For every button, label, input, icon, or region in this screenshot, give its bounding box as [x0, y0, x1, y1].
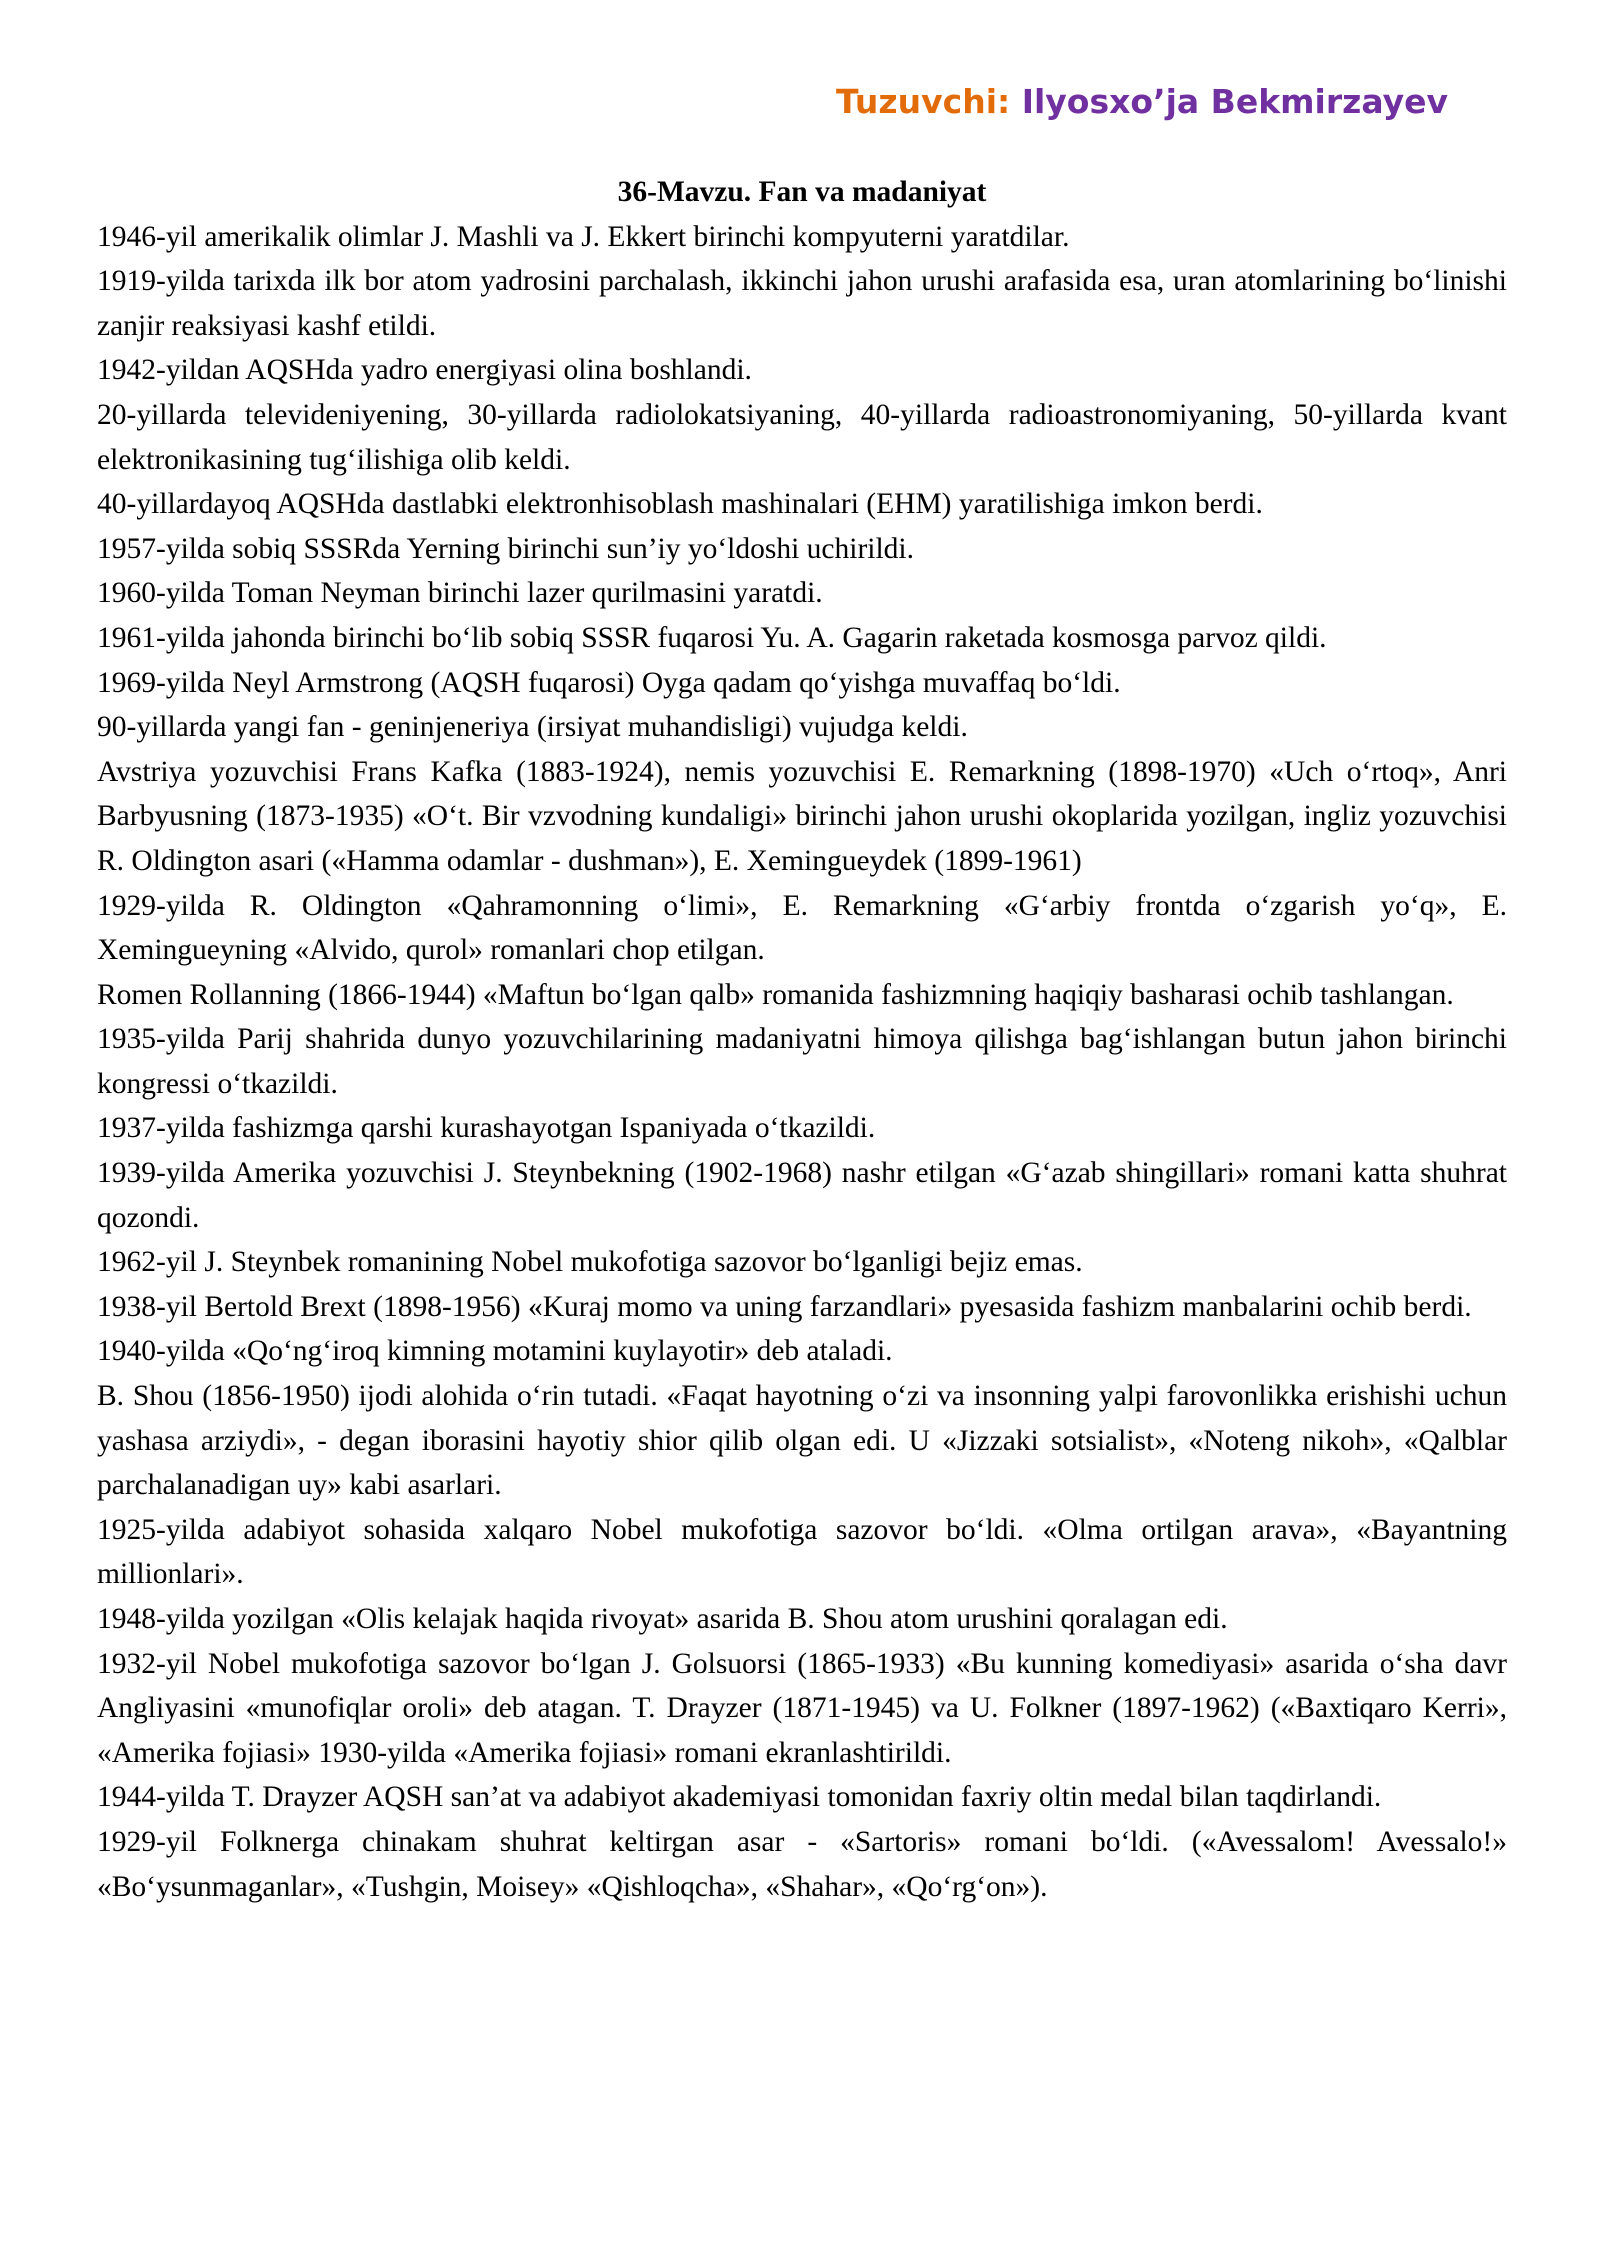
paragraph: 1925-yilda adabiyot sohasida xalqaro Nobel mukofotiga sazovor bo‘ldi. «Olma ortilgan arava», «Bayantning millionlari».: [97, 1513, 1507, 1591]
document-body: [97, 170, 1507, 1909]
paragraph: 90-yillarda yangi fan - geninjeneriya (irsiyat muhandisligi) vujudga keldi.: [97, 711, 968, 744]
paragraph: Romen Rollanning (1866-1944) «Maftun bo‘lgan qalb» romanida fashizmning haqiqiy basharasi ochib tashlangan.: [97, 978, 1454, 1011]
paragraph: 1932-yil Nobel mukofotiga sazovor bo‘lgan J. Golsuorsi (1865-1933) «Bu kunning komediyasi» asarida o‘sha davr Angliyasini «munofiqlar oroli» deb atagan. T. Drayzer (1871-1945) va U. Folkner (1897-1962) («Baxtiqaro Kerri», «Amerika fojiasi» 1930-yilda «Amerika fojiasi» romani ekranlashtirildi.: [97, 1647, 1507, 1769]
paragraph: Avstriya yozuvchisi Frans Kafka (1883-1924), nemis yozuvchisi E. Remarkning (1898-1970) «Uch o‘rtoq», Anri Barbyusning (1873-1935) «O‘t. Bir vzvodning kundaligi» birinchi jahon urushi okoplarida yozilgan, ingliz yozuvchisi R. Oldington asari («Hamma odamlar - dushman»), E. Xemingueydek (1899-1961): [97, 755, 1507, 877]
paragraph: 1962-yil J. Steynbek romanining Nobel mukofotiga sazovor bo‘lganligi bejiz emas.: [97, 1246, 1083, 1279]
paragraph: 1919-yilda tarixda ilk bor atom yadrosini parchalash, ikkinchi jahon urushi arafasida esa, uran atomlarining bo‘linishi zanjir reaksiyasi kashf etildi.: [97, 265, 1507, 342]
paragraph: 1929-yil Folknerga chinakam shuhrat keltirgan asar - «Sartoris» romani bo‘ldi. («Avessalom! Avessalo!» «Bo‘ysunmaganlar», «Tushgin, Moisey» «Qishloqcha», «Shahar», «Qo‘rg‘on»).: [97, 1825, 1507, 1903]
paragraph: 1939-yilda Amerika yozuvchisi J. Steynbekning (1902-1968) nashr etilgan «G‘azab shingillari» romani katta shuhrat qozondi.: [97, 1157, 1507, 1234]
paragraph: 1957-yilda sobiq SSSRda Yerning birinchi sun’iy yo‘ldoshi uchirildi.: [97, 532, 914, 565]
paragraph: 1948-yilda yozilgan «Olis kelajak haqida rivoyat» asarida B. Shou atom urushini qoralagan edi.: [97, 1603, 1228, 1635]
paragraph: 1940-yilda «Qo‘ng‘iroq kimning motamini kuylayotir» deb ataladi.: [97, 1335, 893, 1368]
paragraph: B. Shou (1856-1950) ijodi alohida o‘rin tutadi. «Faqat hayotning o‘zi va insonning yalpi farovonlikka erishishi uchun yashasa arziydi», - degan iborasini hayotiy shior qilib olgan edi. U «Jizzaki sotsialist», «Noteng nikoh», «Qalblar parchalanadigan uy» kabi asarlari.: [97, 1380, 1507, 1502]
paragraph: 1937-yilda fashizmga qarshi kurashayotgan Ispaniyada o‘tkazildi.: [97, 1112, 876, 1145]
document-title: 36-Mavzu. Fan va madaniyat: [617, 176, 987, 208]
paragraph: 40-yillardayoq AQSHda dastlabki elektronhisoblash mashinalari (EHM) yaratilishiga imkon berdi.: [97, 488, 1263, 521]
compiler-label: Tuzuvchi:: [836, 82, 1011, 121]
paragraph: 1929-yilda R. Oldington «Qahramonning o‘limi», E. Remarkning «G‘arbiy frontda o‘zgarish yo‘q», E. Xemingueyning «Alvido, qurol» romanlari chop etilgan.: [97, 889, 1507, 967]
paragraph: 1946-yil amerikalik olimlar J. Mashli va J. Ekkert birinchi kompyuterni yaratdilar.: [97, 220, 1070, 253]
paragraph: 20-yillarda televideniyening, 30-yillarda radiolokatsiyaning, 40-yillarda radioastronomiyaning, 50-yillarda kvant elektronikasining tug‘ilishiga olib keldi.: [97, 398, 1507, 476]
compiler-header: [836, 82, 1448, 121]
paragraph: 1938-yil Bertold Brext (1898-1956) «Kuraj momo va uning farzandlari» pyesasida fashizm manbalarini ochib berdi.: [97, 1290, 1472, 1323]
paragraph: 1961-yilda jahonda birinchi bo‘lib sobiq SSSR fuqarosi Yu. A. Gagarin raketada kosmosga parvoz qildi.: [97, 621, 1327, 654]
paragraph: 1960-yilda Toman Neyman birinchi lazer qurilmasini yaratdi.: [97, 577, 823, 610]
paragraph: 1944-yilda T. Drayzer AQSH san’at va adabiyot akademiyasi tomonidan faxriy oltin medal bilan taqdirlandi.: [97, 1781, 1382, 1814]
paragraph: 1935-yilda Parij shahrida dunyo yozuvchilarining madaniyatni himoya qilishga bag‘ishlangan butun jahon birinchi kongressi o‘tkazildi.: [97, 1023, 1507, 1100]
compiler-name: Ilyosxo’ja Bekmirzayev: [1021, 82, 1448, 121]
paragraph: 1942-yildan AQSHda yadro energiyasi olina boshlandi.: [97, 354, 752, 387]
paragraph: 1969-yilda Neyl Armstrong (AQSH fuqarosi) Oyga qadam qo‘yishga muvaffaq bo‘ldi.: [97, 666, 1121, 699]
